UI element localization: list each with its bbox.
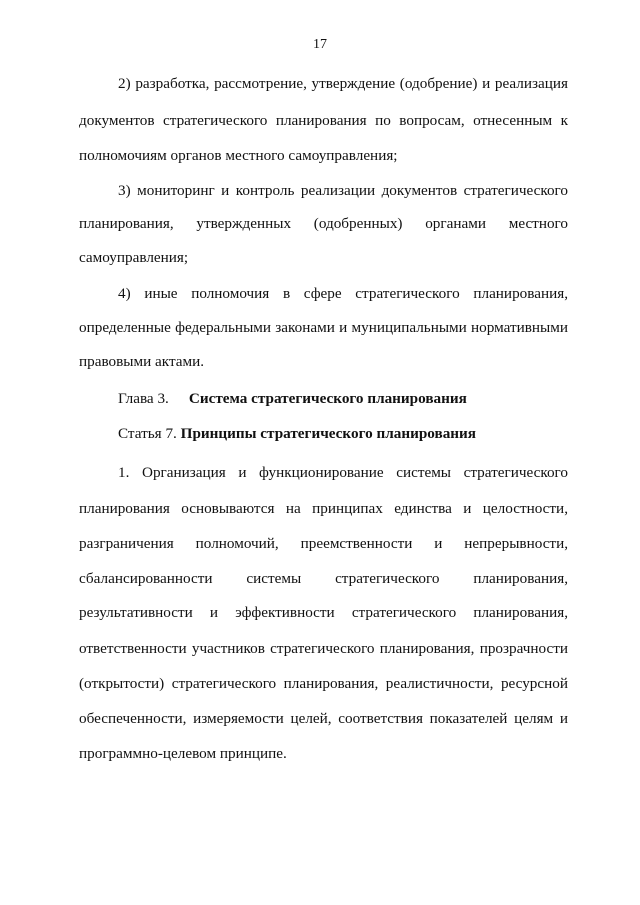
page-number: 17 bbox=[313, 37, 327, 52]
item-2-line-2: документов стратегического планирования по вопросам, отнесенным к bbox=[79, 112, 568, 129]
item-4-line-3: правовыми актами. bbox=[79, 353, 205, 370]
paragraph-1-line-8: обеспеченности, измеряемости целей, соответствия показателей целям и bbox=[79, 710, 568, 727]
paragraph-1-line-9: программно-целевом принципе. bbox=[79, 745, 287, 762]
chapter-heading bbox=[118, 390, 467, 408]
article-heading bbox=[118, 425, 476, 443]
paragraph-1-line-5: результативности и эффективности стратегического планирования, bbox=[79, 604, 568, 621]
paragraph-1-line-2: планирования основываются на принципах единства и целостности, bbox=[79, 500, 568, 517]
item-3-line-2: планирования, утвержденных (одобренных) органами местного bbox=[79, 215, 568, 232]
chapter-label: Глава 3. bbox=[118, 390, 169, 407]
article-title: Принципы стратегического планирования bbox=[180, 425, 477, 442]
chapter-title: Система стратегического планирования bbox=[188, 390, 467, 407]
paragraph-1-line-7: (открытости) стратегического планирования, реалистичности, ресурсной bbox=[79, 675, 568, 692]
article-label: Статья 7. bbox=[118, 425, 177, 442]
item-3-line-1: 3) мониторинг и контроль реализации документов стратегического bbox=[118, 182, 568, 199]
item-4-line-2: определенные федеральными законами и муниципальными нормативными bbox=[79, 319, 568, 336]
item-4-line-1: 4) иные полномочия в сфере стратегического планирования, bbox=[118, 285, 568, 302]
paragraph-1-line-3: разграничения полномочий, преемственности и непрерывности, bbox=[79, 535, 568, 552]
paragraph-1-line-4: сбалансированности системы стратегического планирования, bbox=[79, 570, 568, 587]
item-2-line-1: 2) разработка, рассмотрение, утверждение (одобрение) и реализация bbox=[118, 75, 568, 92]
item-2-line-3: полномочиям органов местного самоуправления; bbox=[79, 147, 398, 164]
paragraph-1-line-6: ответственности участников стратегического планирования, прозрачности bbox=[79, 640, 568, 657]
item-3-line-3: самоуправления; bbox=[79, 249, 189, 266]
paragraph-1-line-1: 1. Организация и функционирование системы стратегического bbox=[118, 464, 568, 481]
